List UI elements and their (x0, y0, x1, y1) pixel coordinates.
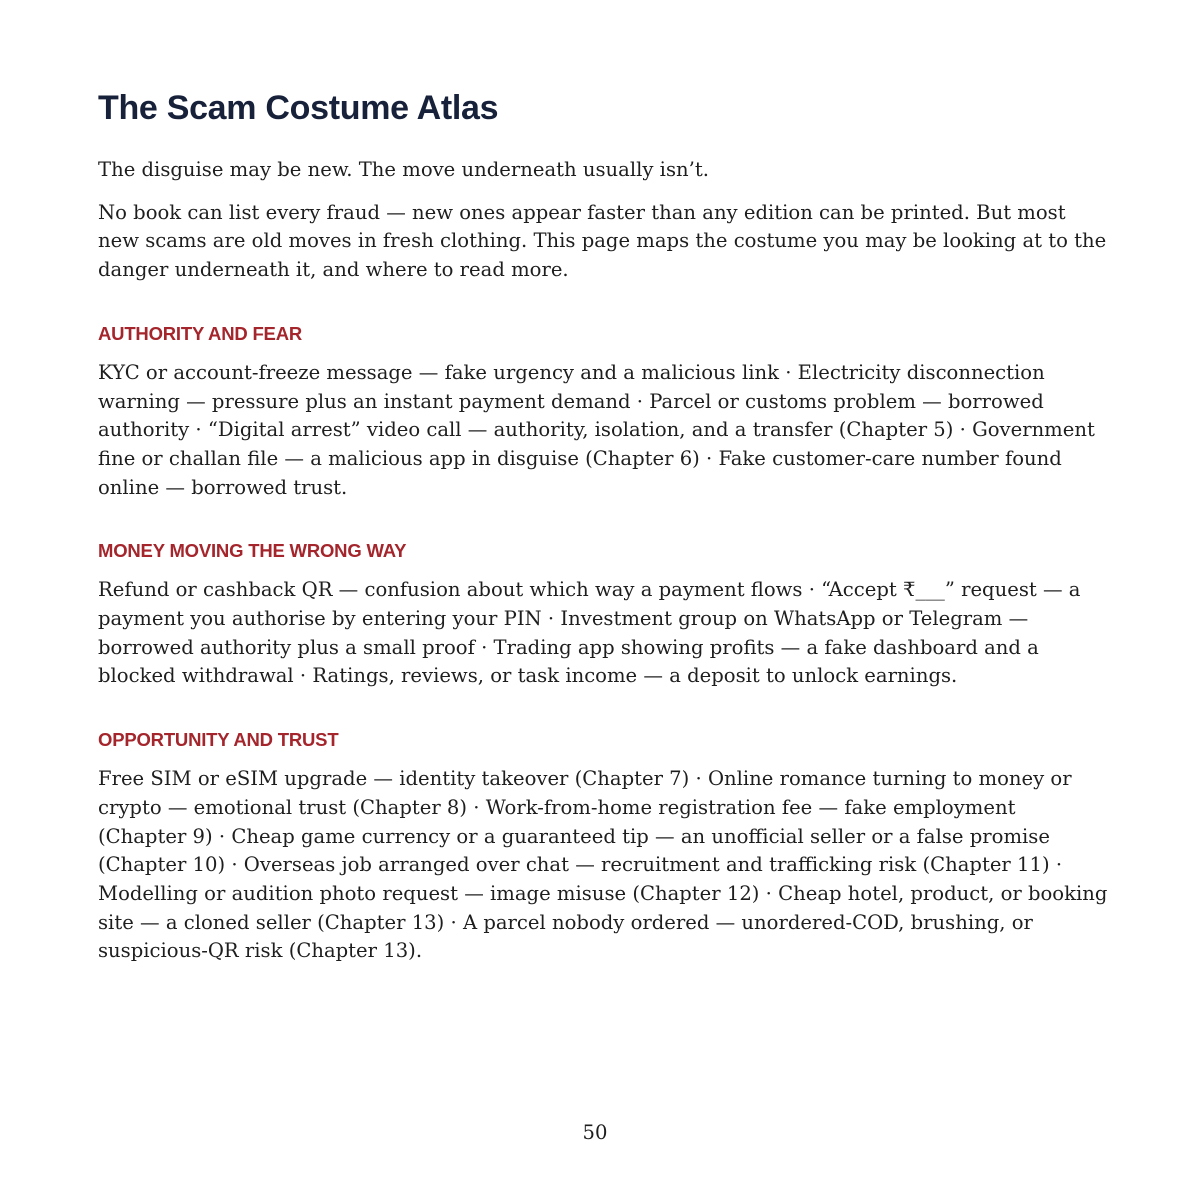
section-body: Free SIM or eSIM upgrade — identity takeover (Chapter 7) · Online romance turning to money or crypto — emotional trust (Chapter 8) · Work-from-home registration fee — fake employment (Chapter 9) · Cheap game currency or a guaranteed tip — an unofficial seller or a false promise (Chapter 10) · Overseas job arranged over chat — recruitment and trafficking risk (Chapter 11) · Modelling or audition photo request — image misuse (Chapter 12) · Cheap hotel, product, or booking site — a cloned seller (Chapter 13) · A parcel nobody ordered — unordered-COD, brushing, or suspicious-QR risk (Chapter 13). (98, 767, 1108, 963)
document-page (98, 86, 1108, 1002)
section-heading: OPPORTUNITY AND TRUST (98, 729, 339, 751)
section-heading: AUTHORITY AND FEAR (98, 322, 303, 344)
section-body: Refund or cashback QR — confusion about which way a payment flows · “Accept ₹___” request — a payment you authorise by entering your PIN · Investment group on WhatsApp or Telegram — borrowed authority plus a small proof · Trading app showing profits — a fake dashboard and a blocked withdrawal · Ratings, reviews, or task income — a deposit to unlock earnings. (98, 578, 1081, 688)
section-money-moving-the-wrong-way (98, 538, 1108, 691)
section-heading: MONEY MOVING THE WRONG WAY (98, 540, 407, 562)
lede-paragraph: The disguise may be new. The move underneath usually isn’t. (98, 158, 709, 181)
intro-paragraph: No book can list every fraud — new ones appear faster than any edition can be printed. But most new scams are old moves in fresh clothing. This page maps the costume you may be looking at to the danger underneath it, and where to read more. (98, 200, 1107, 282)
page-title: The Scam Costume Atlas (98, 89, 499, 127)
section-opportunity-and-trust (98, 727, 1108, 966)
page-number: 50 (582, 1121, 608, 1144)
section-body: KYC or account-freeze message — fake urgency and a malicious link · Electricity disconnection warning — pressure plus an instant payment demand · Parcel or customs problem — borrowed authority · “Digital arrest” video call — authority, isolation, and a transfer (Chapter 5) · Government fine or challan file — a malicious app in disguise (Chapter 6) · Fake customer-care number found online — borrowed trust. (98, 360, 1095, 499)
section-authority-and-fear (98, 321, 1108, 503)
